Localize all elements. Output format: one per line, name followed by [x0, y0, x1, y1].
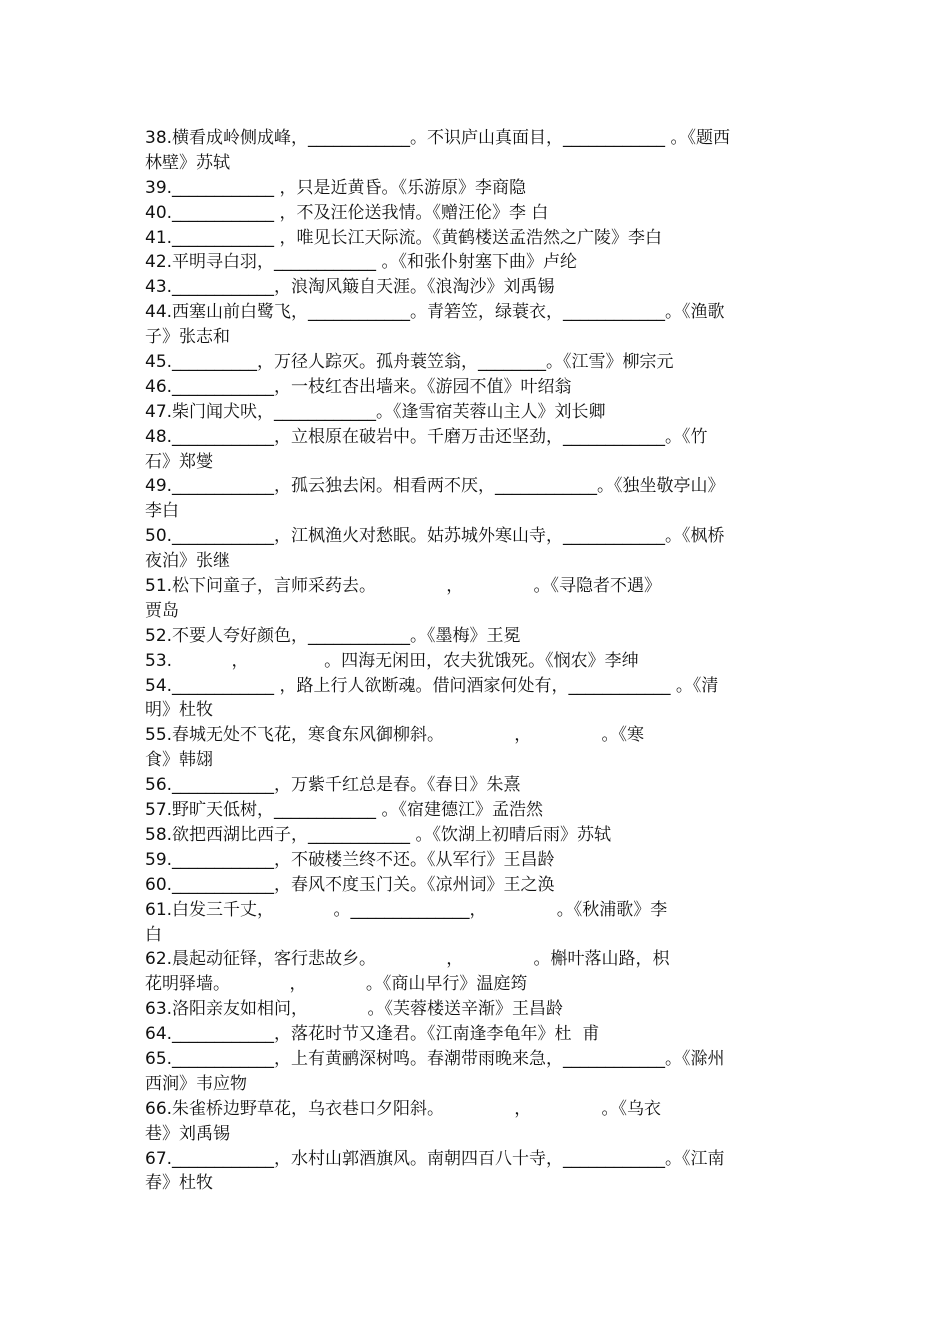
text-line: 48.____________，立根原在破岩中。千磨万击还坚劲，____________。《竹	[145, 426, 708, 447]
text-line: 46.____________，一枝红杏出墙来。《游园不值》叶绍翁	[145, 376, 572, 397]
text-line: 李白	[145, 501, 179, 522]
text-line: 41.____________ ，唯见长江天际流。《黄鹤楼送孟浩然之广陵》李白	[145, 227, 662, 248]
text-line: 61.白发三千丈， 。______________， 。《秋浦歌》李	[145, 899, 668, 920]
text-line: 62.晨起动征铎，客行悲故乡。 ， 。槲叶落山路，枳	[145, 949, 670, 970]
text-line: 40.____________ ，不及汪伦送我情。《赠汪伦》李 白	[145, 202, 549, 223]
text-line: 66.朱雀桥边野草花，乌衣巷口夕阳斜。 ， 。《乌衣	[145, 1098, 662, 1119]
text-line: 63.洛阳亲友如相问， 。《芙蓉楼送辛渐》王昌龄	[145, 999, 563, 1020]
text-line: 白	[145, 924, 162, 945]
text-line: 49.____________，孤云独去闲。相看两不厌，____________。《独坐敬亭山》	[145, 476, 725, 497]
text-line: 夜泊》张继	[145, 551, 230, 572]
text-line: 43.____________，浪淘风簸自天涯。《浪淘沙》刘禹锡	[145, 277, 555, 298]
text-line: 西涧》韦应物	[145, 1073, 247, 1094]
text-line: 60.____________，春风不度玉门关。《凉州词》王之涣	[145, 874, 555, 895]
text-line: 春》杜牧	[145, 1173, 213, 1194]
worksheet-body	[145, 126, 809, 1196]
text-line: 42.平明寻白羽，____________ 。《和张仆射塞下曲》卢纶	[145, 252, 577, 273]
text-line: 67.____________，水村山郭酒旗风。南朝四百八十寺，____________。《江南	[145, 1148, 725, 1169]
text-line: 食》韩翃	[145, 750, 213, 771]
text-line: 47.柴门闻犬吠，____________。《逢雪宿芙蓉山主人》刘长卿	[145, 401, 606, 422]
text-line: 51.松下问童子，言师采药去。 ， 。《寻隐者不遇》	[145, 576, 662, 597]
text-line: 57.野旷天低树，____________ 。《宿建德江》孟浩然	[145, 800, 543, 821]
text-line: 林壁》苏轼	[145, 152, 230, 173]
text-line: 54.____________ ，路上行人欲断魂。借问酒家何处有，____________ 。《清	[145, 675, 719, 696]
text-line: 65.____________，上有黄鹂深树鸣。春潮带雨晚来急，____________。《滁州	[145, 1048, 725, 1069]
text-line: 39.____________ ，只是近黄昏。《乐游原》李商隐	[145, 177, 526, 198]
text-line: 55.春城无处不飞花，寒食东风御柳斜。 ， 。《寒	[145, 725, 645, 746]
text-line: 45.__________，万径人踪灭。孤舟蓑笠翁，________。《江雪》柳宗元	[145, 352, 674, 373]
text-line: 59.____________，不破楼兰终不还。《从军行》王昌龄	[145, 849, 555, 870]
text-line: 子》张志和	[145, 327, 230, 348]
text-line: 56.____________，万紫千红总是春。《春日》朱熹	[145, 775, 521, 796]
text-line: 64.____________，落花时节又逢君。《江南逢李龟年》杜 甫	[145, 1024, 600, 1045]
text-line: 44.西塞山前白鹭飞，____________。青箬笠，绿蓑衣，____________。《渔歌	[145, 302, 725, 323]
text-line: 明》杜牧	[145, 700, 213, 721]
text-line: 38.横看成岭侧成峰，____________。不识庐山真面目，____________ 。《题西	[145, 128, 730, 148]
text-line: 石》郑燮	[145, 451, 213, 472]
text-line: 巷》刘禹锡	[145, 1123, 230, 1144]
text-line: 花明驿墙。 ， 。《商山早行》温庭筠	[145, 974, 528, 995]
text-line: 53. ， 。四海无闲田，农夫犹饿死。《悯农》李绅	[145, 650, 639, 671]
text-line: 52.不要人夸好颜色，____________。《墨梅》王冕	[145, 625, 521, 646]
text-line: 贾岛	[145, 600, 179, 621]
text-line: 58.欲把西湖比西子，____________ 。《饮湖上初晴后雨》苏轼	[145, 824, 611, 845]
text-line: 50.____________，江枫渔火对愁眠。姑苏城外寒山寺，____________。《枫桥	[145, 526, 725, 547]
